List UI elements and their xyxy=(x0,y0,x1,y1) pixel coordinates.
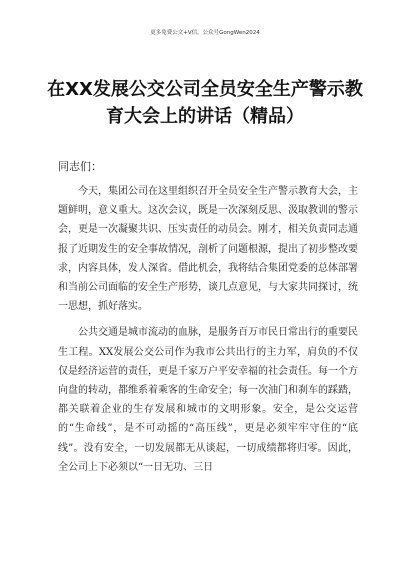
paragraph: 今天，集团公司在这里组织召开全员安全生产警示教育大会，主题鲜明，意义重大。这次会议，既是一次深刻反思、汲取教训的警示会，更是一次凝聚共识、压实责任的动员会。刚才，相关负责同志通报了近期发生的安全事故情况，剖析了问题根源，提出了初步整改要求，内容具体，发人深省。借此机会，我将结合集团党委的总体部署和当前公司面临的安全生产形势，谈几点意见，与大家共同探讨，统一思想，抓好落实。 xyxy=(58,186,358,313)
document-body xyxy=(58,182,358,484)
page-header: 更多免费公文+V信，公众号GongWen2024 xyxy=(150,30,260,36)
title-line-1: 在XX发展公交公司全员安全生产警示教 xyxy=(47,79,363,100)
salutation: 同志们： xyxy=(58,160,102,173)
title-line-2: 育大会上的讲话（精品） xyxy=(106,106,304,127)
document-title xyxy=(42,76,368,130)
paragraph: 公共交通是城市流动的血脉，是服务百万市民日常出行的重要民生工程。XX发展公交公司作为我市公共出行的主力军，肩负的不仅仅是经济运营的责任，更是千家万户平安幸福的社会责任。每一个方向盘的转动，都维系着乘客的生命安全；每一次油门和刹车的踩踏，都关联着企业的生存发展和城市的文明形象。安全，是公交运营的“生命线”，是不可动摇的“高压线”，更是必须牢牢守住的“底线”。没有安全，一切发展都无从谈起，一切成绩都将归零。因此，全公司上下必须以“一日无功、三日 xyxy=(58,327,358,473)
